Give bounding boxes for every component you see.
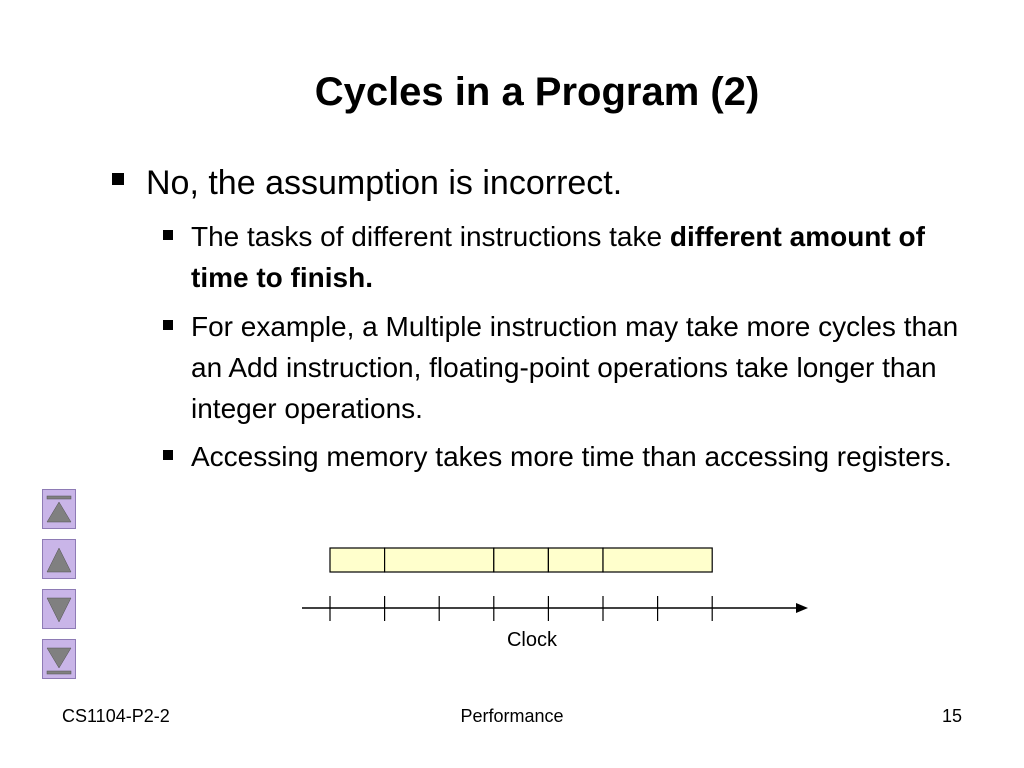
previous-slide-button[interactable] xyxy=(42,539,76,579)
task-segment-5 xyxy=(603,548,712,572)
task-boxes xyxy=(330,548,712,572)
task-segment-4 xyxy=(548,548,603,572)
previous-slide-icon xyxy=(43,540,77,580)
last-slide-button[interactable] xyxy=(42,639,76,679)
bullet-sub-1-normal: The tasks of different instructions take xyxy=(191,221,670,252)
bullet-main-text: No, the assumption is incorrect. xyxy=(146,164,623,202)
task-segment-3 xyxy=(494,548,549,572)
bullet-sub-2-text: For example, a Multiple instruction may take more cycles than an Add instruction, floating-point operations take longer than integer operations. xyxy=(191,311,959,424)
footer-slide-number: 15 xyxy=(941,706,962,726)
slide-title: Cycles in a Program (2) xyxy=(314,70,760,114)
bullet-sub-3-text: Accessing memory takes more time than accessing registers. xyxy=(191,441,952,472)
first-slide-icon xyxy=(43,490,77,530)
bullet-sub-1-bold: different amount of time to finish. xyxy=(191,221,925,293)
first-slide-button[interactable] xyxy=(42,489,76,529)
next-slide-icon xyxy=(43,590,77,630)
clock-label: Clock xyxy=(506,629,558,651)
task-segment-1 xyxy=(330,548,385,572)
footer-topic: Performance xyxy=(460,706,564,726)
arrow-head-icon xyxy=(796,603,808,613)
next-slide-button[interactable] xyxy=(42,589,76,629)
last-slide-icon xyxy=(43,640,77,680)
footer-course-code: CS1104-P2-2 xyxy=(62,706,170,726)
task-segment-2 xyxy=(385,548,494,572)
